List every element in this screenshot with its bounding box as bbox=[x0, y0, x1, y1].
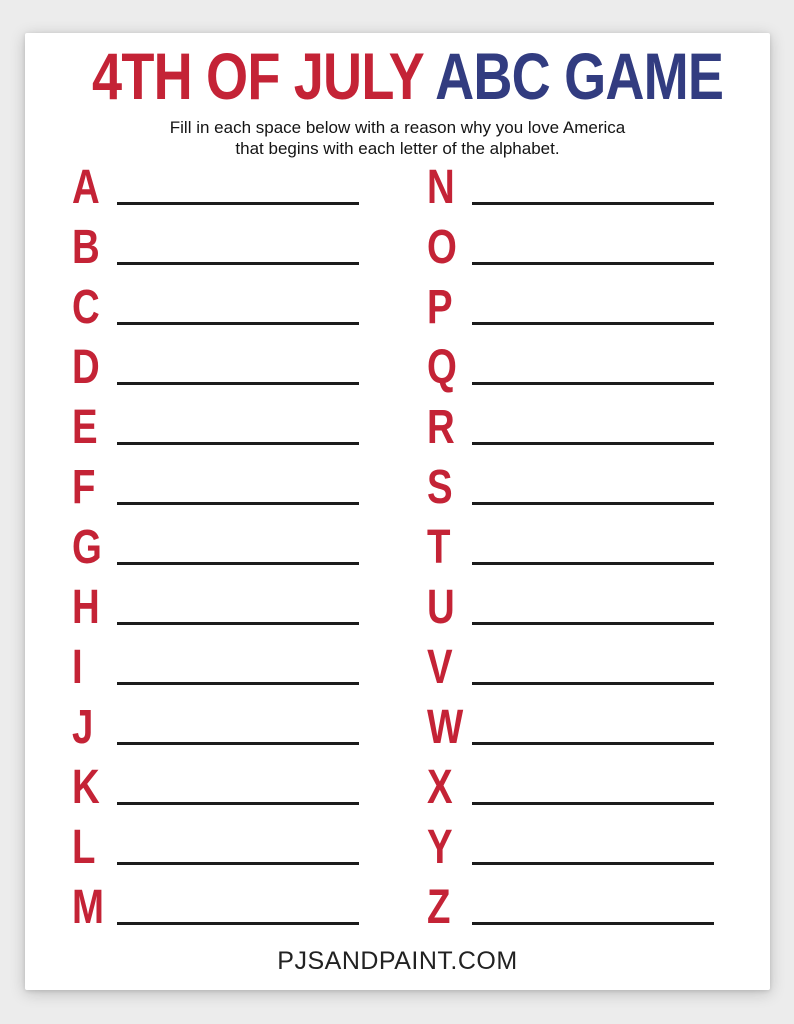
letter-row bbox=[427, 805, 720, 874]
answer-line bbox=[472, 202, 714, 205]
answer-line bbox=[117, 262, 359, 265]
letter-label: L bbox=[72, 820, 96, 874]
letter-label: U bbox=[427, 580, 455, 634]
answer-line bbox=[472, 622, 714, 625]
letter-row bbox=[427, 685, 720, 754]
answer-line bbox=[472, 322, 714, 325]
letter-label: O bbox=[427, 220, 457, 274]
instructions-line2: that begins with each letter of the alphabet. bbox=[235, 139, 560, 159]
page-title bbox=[92, 39, 724, 113]
letter-row bbox=[427, 625, 720, 694]
answer-line bbox=[117, 922, 359, 925]
letter-label: B bbox=[72, 220, 100, 274]
letter-label: E bbox=[72, 400, 98, 454]
letter-label: A bbox=[72, 160, 100, 214]
letter-column-left bbox=[72, 145, 365, 934]
letter-label: C bbox=[72, 280, 100, 334]
letter-grid bbox=[25, 145, 770, 934]
letter-label: T bbox=[427, 520, 451, 574]
answer-line bbox=[472, 442, 714, 445]
answer-line bbox=[472, 382, 714, 385]
answer-line bbox=[117, 862, 359, 865]
letter-row bbox=[72, 865, 365, 934]
letter-label: P bbox=[427, 280, 453, 334]
answer-line bbox=[472, 742, 714, 745]
title-red-part: 4TH OF JULY bbox=[92, 39, 423, 113]
letter-row bbox=[72, 445, 365, 514]
letter-label: W bbox=[427, 700, 464, 754]
letter-label: H bbox=[72, 580, 100, 634]
letter-row bbox=[427, 385, 720, 454]
answer-line bbox=[472, 802, 714, 805]
letter-column-right bbox=[427, 145, 720, 934]
letter-row bbox=[72, 505, 365, 574]
letter-label: Z bbox=[427, 880, 451, 934]
title-blue-part: ABC GAME bbox=[435, 39, 724, 113]
letter-label: N bbox=[427, 160, 455, 214]
letter-label: D bbox=[72, 340, 100, 394]
letter-row bbox=[427, 145, 720, 214]
letter-row bbox=[72, 685, 365, 754]
answer-line bbox=[117, 682, 359, 685]
letter-row bbox=[72, 625, 365, 694]
letter-row bbox=[72, 565, 365, 634]
letter-row bbox=[427, 205, 720, 274]
letter-row bbox=[427, 865, 720, 934]
letter-row bbox=[427, 505, 720, 574]
answer-line bbox=[117, 622, 359, 625]
website-credit: PJSANDPAINT.COM bbox=[277, 946, 518, 975]
answer-line bbox=[117, 442, 359, 445]
worksheet-header bbox=[25, 33, 770, 160]
letter-label: S bbox=[427, 460, 453, 514]
letter-label: R bbox=[427, 400, 455, 454]
answer-line bbox=[117, 742, 359, 745]
answer-line bbox=[117, 802, 359, 805]
letter-label: F bbox=[72, 460, 96, 514]
letter-row bbox=[72, 385, 365, 454]
answer-line bbox=[117, 562, 359, 565]
answer-line bbox=[472, 562, 714, 565]
letter-row bbox=[72, 745, 365, 814]
answer-line bbox=[472, 502, 714, 505]
letter-label: G bbox=[72, 520, 102, 574]
letter-label: I bbox=[72, 640, 83, 694]
answer-line bbox=[472, 682, 714, 685]
answer-line bbox=[117, 502, 359, 505]
answer-line bbox=[472, 262, 714, 265]
letter-row bbox=[72, 145, 365, 214]
letter-label: M bbox=[72, 880, 104, 934]
answer-line bbox=[117, 382, 359, 385]
letter-label: X bbox=[427, 760, 453, 814]
letter-row bbox=[427, 325, 720, 394]
letter-label: Y bbox=[427, 820, 453, 874]
letter-row bbox=[72, 325, 365, 394]
letter-row bbox=[427, 265, 720, 334]
letter-row bbox=[427, 565, 720, 634]
answer-line bbox=[117, 322, 359, 325]
letter-label: V bbox=[427, 640, 453, 694]
letter-row bbox=[72, 205, 365, 274]
letter-row bbox=[72, 265, 365, 334]
letter-label: J bbox=[72, 700, 94, 754]
answer-line bbox=[117, 202, 359, 205]
letter-row bbox=[72, 805, 365, 874]
answer-line bbox=[472, 922, 714, 925]
letter-row bbox=[427, 445, 720, 514]
letter-label: K bbox=[72, 760, 100, 814]
answer-line bbox=[472, 862, 714, 865]
worksheet-page bbox=[25, 33, 770, 990]
letter-row bbox=[427, 745, 720, 814]
letter-label: Q bbox=[427, 340, 457, 394]
instructions-line1: Fill in each space below with a reason why you love America bbox=[169, 118, 626, 137]
